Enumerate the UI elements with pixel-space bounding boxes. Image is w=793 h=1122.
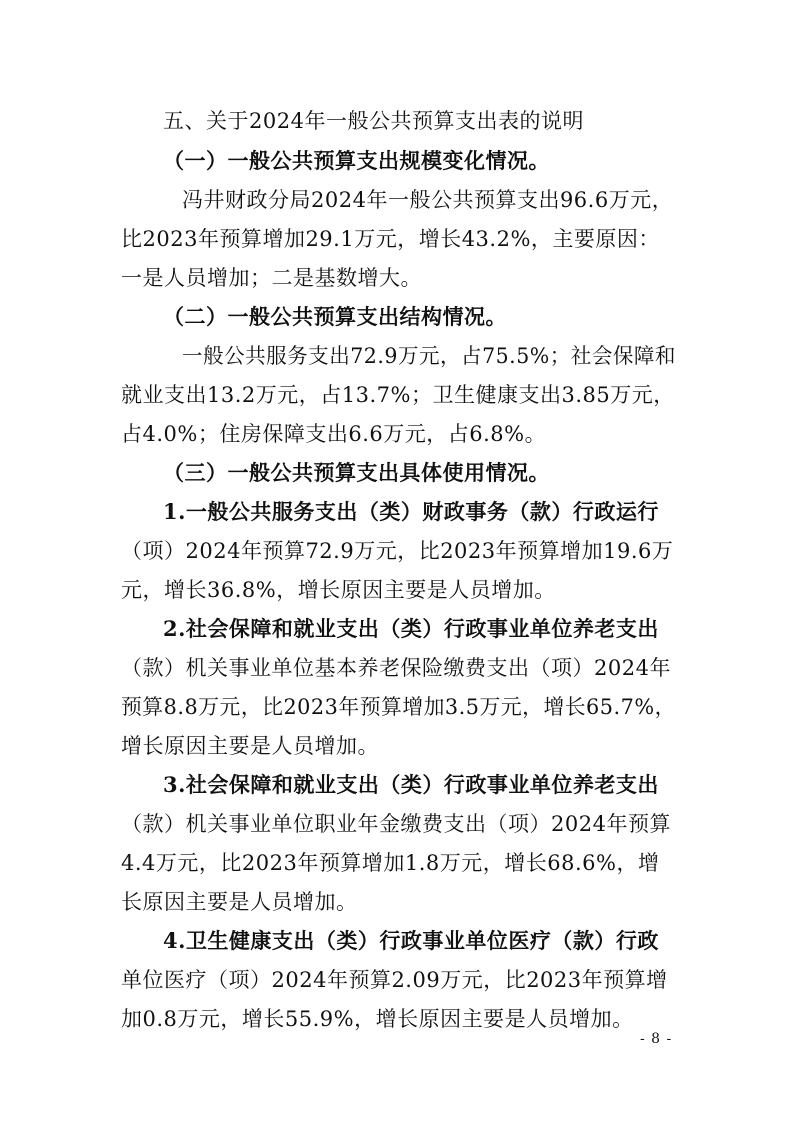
item-head-2: 2.社会保障和就业支出（类）行政事业单位养老支出 xyxy=(163,616,659,641)
subsection-title-2: （二）一般公共预算支出结构情况。 xyxy=(163,304,507,329)
subsection-title-1: （一）一般公共预算支出规模变化情况。 xyxy=(163,148,550,173)
item-head-3: 3.社会保障和就业支出（类）行政事业单位养老支出 xyxy=(163,772,659,797)
page-number: - 8 - xyxy=(640,1031,673,1047)
paragraph-line: 增长原因主要是人员增加。 xyxy=(121,734,379,758)
subsection-title-3: （三）一般公共预算支出具体使用情况。 xyxy=(163,460,550,485)
paragraph-line: 冯井财政分局2024年一般公共预算支出96.6万元， xyxy=(182,188,674,212)
section-heading: 五、关于2024年一般公共预算支出表的说明 xyxy=(163,109,584,133)
paragraph-line: （项）2024年预算72.9万元，比2023年预算增加19.6万 xyxy=(121,539,674,563)
paragraph-line: 预算8.8万元，比2023年预算增加3.5万元，增长65.7%， xyxy=(121,695,676,719)
paragraph-line: 长原因主要是人员增加。 xyxy=(121,890,358,914)
paragraph-line: （款）机关事业单位职业年金缴费支出（项）2024年预算 xyxy=(121,812,671,836)
paragraph-line: 占4.0%；住房保障支出6.6万元，占6.8%。 xyxy=(121,422,547,446)
paragraph-line: 元，增长36.8%，增长原因主要是人员增加。 xyxy=(121,578,556,602)
paragraph-line: （款）机关事业单位基本养老保险缴费支出（项）2024年 xyxy=(121,656,671,680)
paragraph-line: 加0.8万元，增长55.9%，增长原因主要是人员增加。 xyxy=(121,1007,634,1031)
paragraph-line: 一是人员增加；二是基数增大。 xyxy=(121,266,422,290)
paragraph-line: 单位医疗（项）2024年预算2.09万元，比2023年预算增 xyxy=(121,968,668,992)
item-head-1: 1.一般公共服务支出（类）财政事务（款）行政运行 xyxy=(163,499,659,524)
paragraph-line: 一般公共服务支出72.9万元，占75.5%；社会保障和 xyxy=(182,344,676,368)
paragraph-line: 比2023年预算增加29.1万元，增长43.2%，主要原因： xyxy=(121,227,660,251)
paragraph-line: 4.4万元，比2023年预算增加1.8万元，增长68.6%，增 xyxy=(121,851,660,875)
item-head-4: 4.卫生健康支出（类）行政事业单位医疗（款）行政 xyxy=(163,928,659,953)
paragraph-line: 就业支出13.2万元，占13.7%；卫生健康支出3.85万元， xyxy=(121,383,675,407)
